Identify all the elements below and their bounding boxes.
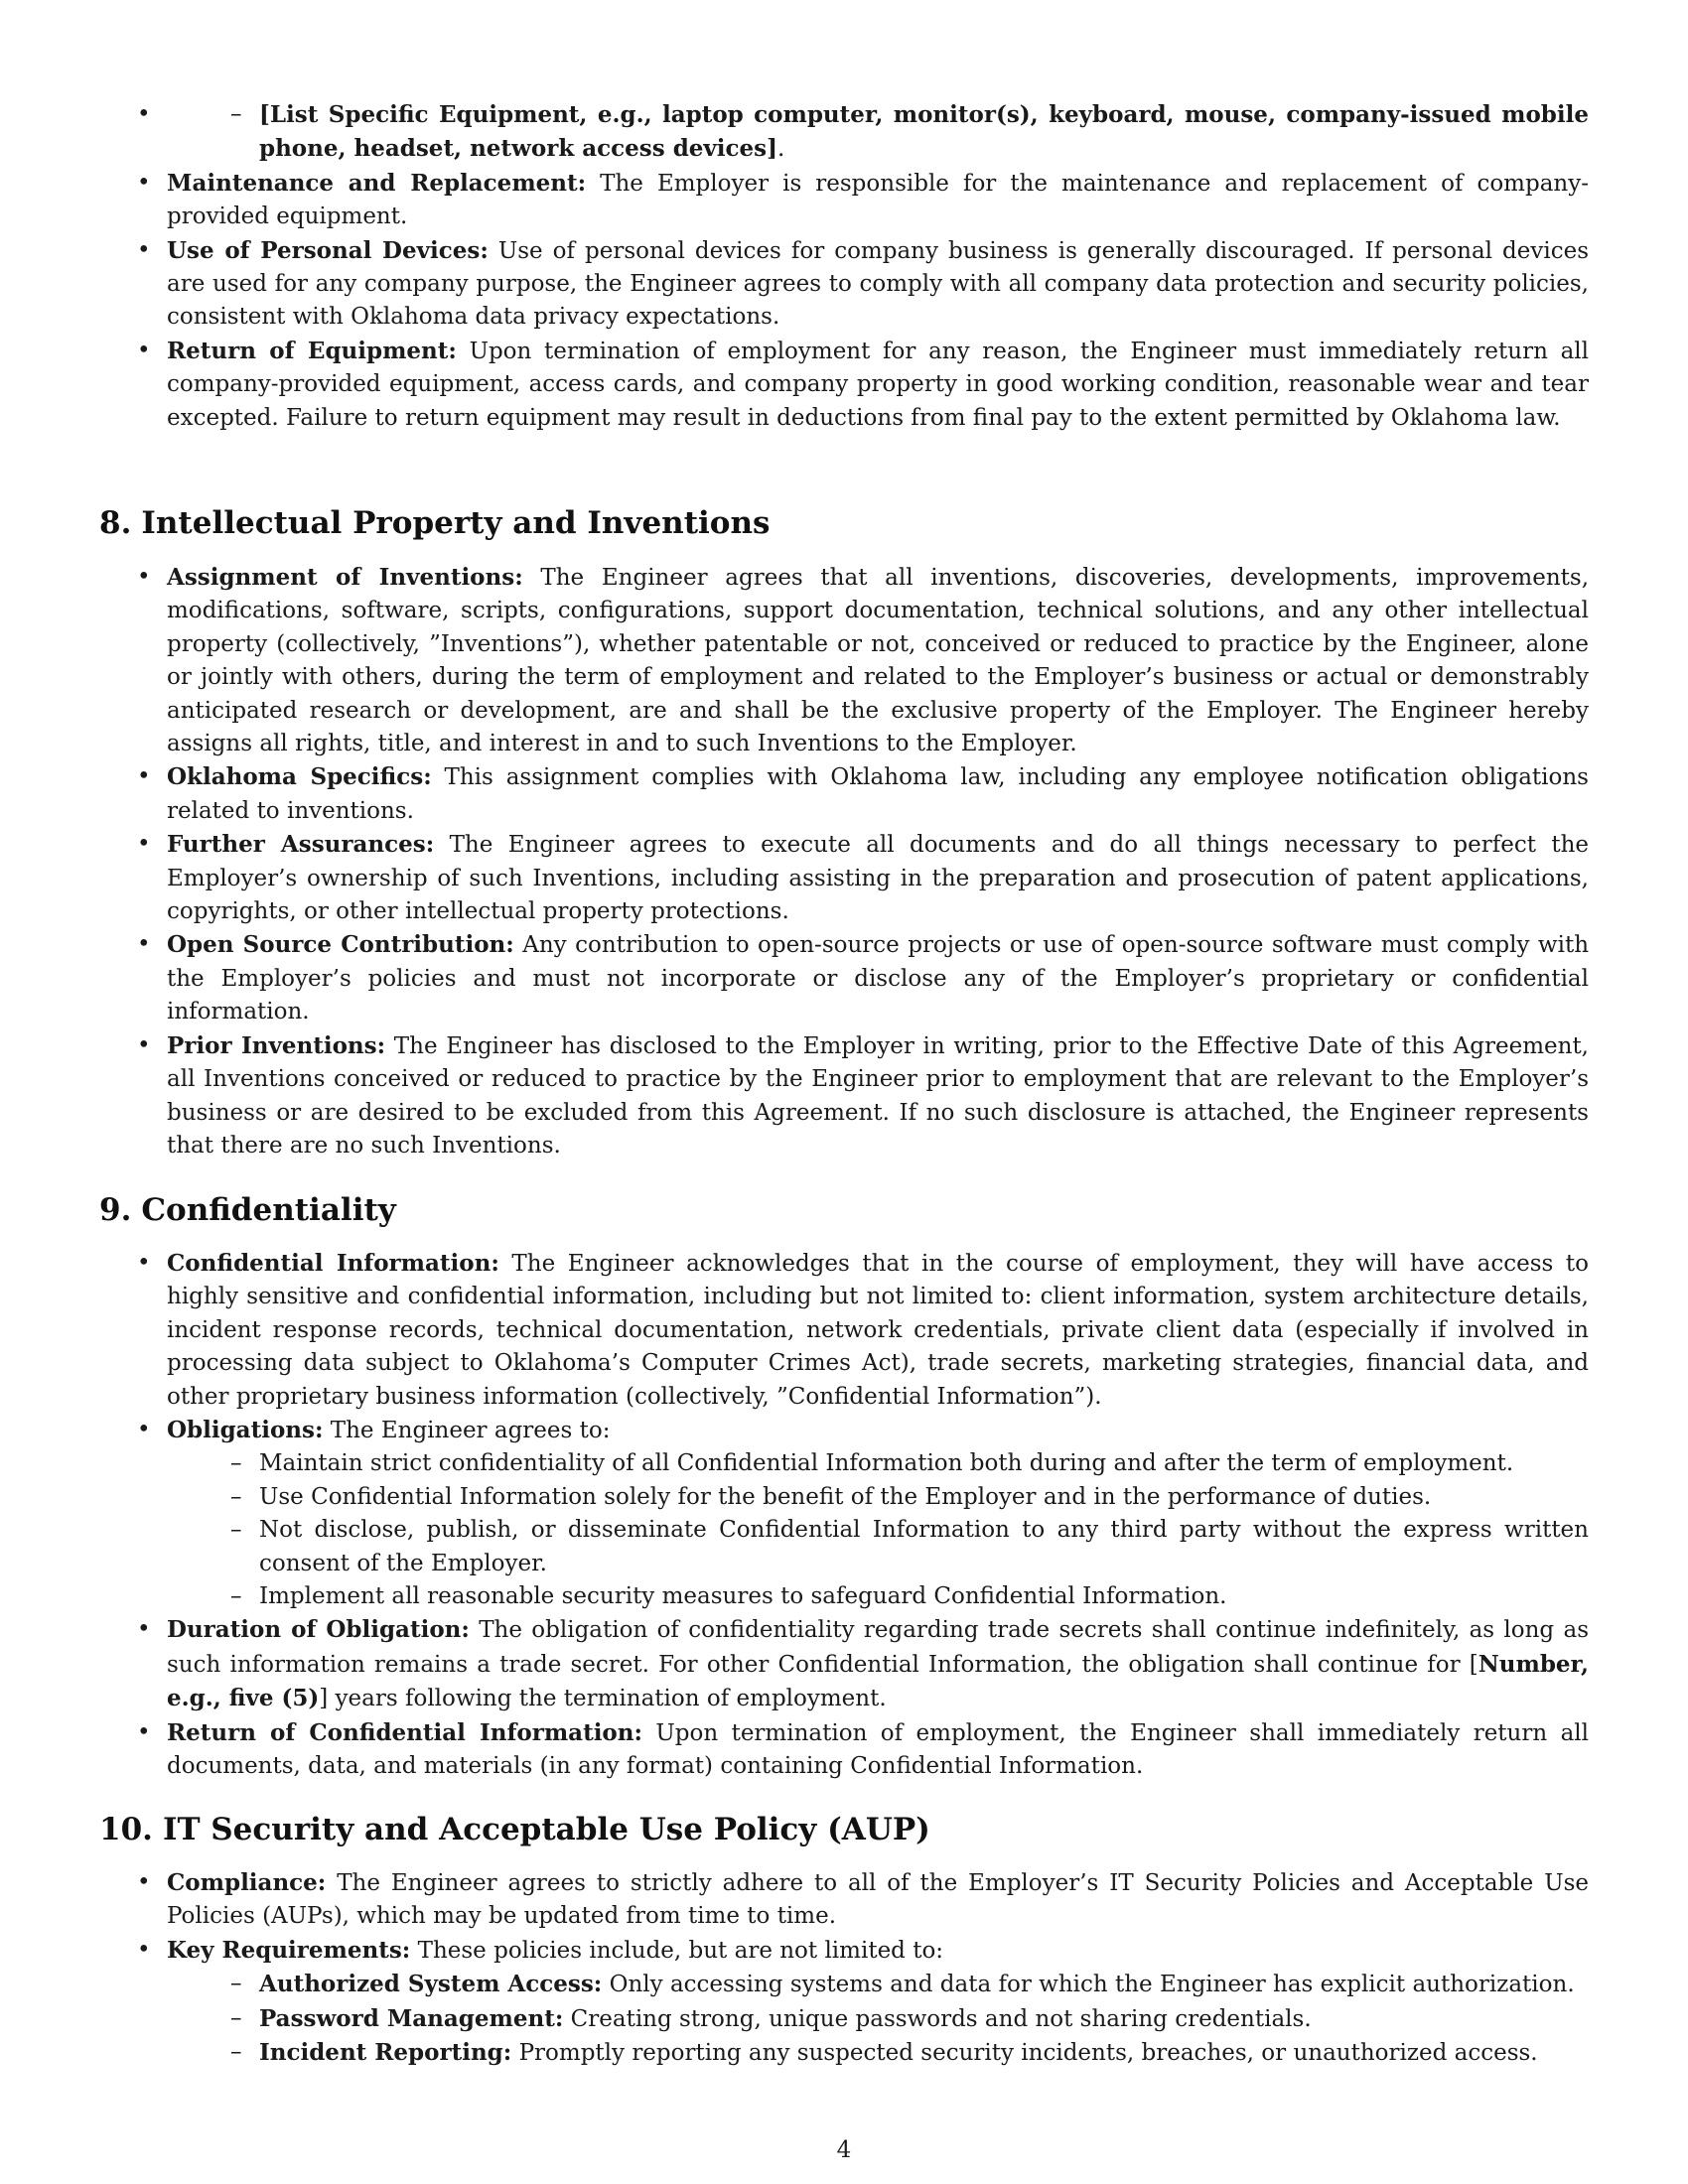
obligation-item: – Maintain strict confidentiality of all Confidential Information both during and after the term of employment. bbox=[230, 1447, 1589, 1480]
return-equipment-bullet: • Return of Equipment: Upon termination of employment for any reason, the Engineer must immediately return all company-provided equipment, access cards, and company property in good working condition, reasonable wear and tear excepted. Failure to return equipment may result in deductions from final pay to the extent permitted by Oklahoma law. bbox=[99, 335, 1589, 435]
assignment-of-inventions-bullet: • Assignment of Inventions: The Engineer agrees that all inventions, discoveries, developments, improvements, modifications, software, scripts, configurations, support documentation, technical solutions, and any other intellectual property (collectively, ”Inventions”), whether patentable or not, conceived or reduced to practice by the Engineer, alone or jointly with others, during the term of employment and related to the Employer’s business or actual or demonstrably anticipated research or development, are and shall be the exclusive property of the Employer. The Engineer hereby assigns all rights, title, and interest in and to such Inventions to the Employer. bbox=[99, 561, 1589, 760]
prior-inventions-bullet: • Prior Inventions: The Engineer has disclosed to the Employer in writing, prior to the Effective Date of this Agreement, all Inventions conceived or reduced to practice by the Engineer prior to employment that are relevant to the Employer’s business or are desired to be excluded from this Agreement. If no such disclosure is attached, the Engineer represents that there are no such Inventions. bbox=[99, 1029, 1589, 1163]
further-assurances-bullet: • Further Assurances: The Engineer agrees to execute all documents and do all things necessary to perfect the Employer’s ownership of such Inventions, including assisting in the preparation and prosecution of patent applications, copyrights, or other intellectual property protections. bbox=[99, 828, 1589, 928]
key-requirements-bullet: • Key Requirements: These policies include, but are not limited to: – Authorized System Access: Only accessing systems and data for which the Engineer has explicit authorization. – Password Management: Creating strong, unique passwords and not sharing credentials. – Incident Reporting: Promptly reporting any suspected security incidents, breaches, or unauthorized access. bbox=[99, 1934, 1589, 2071]
requirement-item: – Password Management: Creating strong, unique passwords and not sharing credentials. bbox=[230, 2002, 1589, 2036]
document-page bbox=[99, 0, 1589, 2184]
page-number: 4 bbox=[836, 2137, 852, 2163]
equipment-list-item: – • [List Specific Equipment, e.g., laptop computer, monitor(s), keyboard, mouse, company-issued mobile phone, headset, network access devices]. bbox=[230, 98, 1589, 167]
requirement-item: – Incident Reporting: Promptly reporting any suspected security incidents, breaches, or unauthorized access. bbox=[230, 2036, 1589, 2070]
section-8-body bbox=[99, 561, 1589, 1162]
section-10-body bbox=[99, 1866, 1589, 2070]
section-9-body bbox=[99, 1247, 1589, 1784]
section-9-heading: 9. Confidentiality bbox=[99, 1192, 396, 1228]
oklahoma-specifics-bullet: • Oklahoma Specifics: This assignment complies with Oklahoma law, including any employee notification obligations related to inventions. bbox=[99, 760, 1589, 828]
equipment-placeholder: [List Specific Equipment, e.g., laptop computer, monitor(s), keyboard, mouse, company-issued mobile phone, headset, network access devices] bbox=[259, 101, 1589, 163]
obligation-item: – Implement all reasonable security measures to safeguard Confidential Information. bbox=[230, 1580, 1589, 1613]
obligation-item: – Use Confidential Information solely for the benefit of the Employer and in the performance of duties. bbox=[230, 1481, 1589, 1514]
requirement-item: – Authorized System Access: Only accessing systems and data for which the Engineer has explicit authorization. bbox=[230, 1968, 1589, 2001]
section-10-heading: 10. IT Security and Acceptable Use Policy (AUP) bbox=[99, 1812, 930, 1847]
equipment-list-container bbox=[99, 98, 1589, 167]
maintenance-bullet: • Maintenance and Replacement: The Employer is responsible for the maintenance and replacement of company-provided equipment. bbox=[99, 167, 1589, 234]
section-8-heading: 8. Intellectual Property and Inventions bbox=[99, 505, 771, 541]
equipment-section-continuation bbox=[99, 98, 1589, 435]
obligations-bullet: • Obligations: The Engineer agrees to: – Maintain strict confidentiality of all Confidential Information both during and after the term of employment. – Use Confidential Information solely for the benefit of the Employer and in the performance of duties. – Not disclose, publish, or disseminate Confidential Information to any third party without the express written consent of the Employer. – Implement all reasonable security measures to safeguard Confidential Information. bbox=[99, 1414, 1589, 1613]
confidential-information-bullet: • Confidential Information: The Engineer acknowledges that in the course of employment, they will have access to highly sensitive and confidential information, including but not limited to: client information, system architecture details, incident response records, technical documentation, network credentials, private client data (especially if involved in processing data subject to Oklahoma’s Computer Crimes Act), trade secrets, marketing strategies, financial data, and other proprietary business information (collectively, ”Confidential Information”). bbox=[99, 1247, 1589, 1414]
personal-devices-bullet: • Use of Personal Devices: Use of personal devices for company business is generally discouraged. If personal devices are used for any company purpose, the Engineer agrees to comply with all company data protection and security policies, consistent with Oklahoma data privacy expectations. bbox=[99, 234, 1589, 335]
open-source-bullet: • Open Source Contribution: Any contribution to open-source projects or use of open-source software must comply with the Employer’s policies and must not incorporate or disclose any of the Employer’s proprietary or confidential information. bbox=[99, 928, 1589, 1028]
duration-placeholder: Number, e.g., five (5) bbox=[167, 1650, 1589, 1712]
duration-bullet: • Duration of Obligation: The obligation of confidentiality regarding trade secrets shall continue indefinitely, as long as such information remains a trade secret. For other Confidential Information, the obligation shall continue for [Number, e.g., five (5)] years following the termination of employment. bbox=[99, 1613, 1589, 1715]
return-confidential-bullet: • Return of Confidential Information: Upon termination of employment, the Engineer shall immediately return all documents, data, and materials (in any format) containing Confidential Information. bbox=[99, 1716, 1589, 1784]
compliance-bullet: • Compliance: The Engineer agrees to strictly adhere to all of the Employer’s IT Security Policies and Acceptable Use Policies (AUPs), which may be updated from time to time. bbox=[99, 1866, 1589, 1934]
obligation-item: – Not disclose, publish, or disseminate Confidential Information to any third party without the express written consent of the Employer. bbox=[230, 1514, 1589, 1580]
